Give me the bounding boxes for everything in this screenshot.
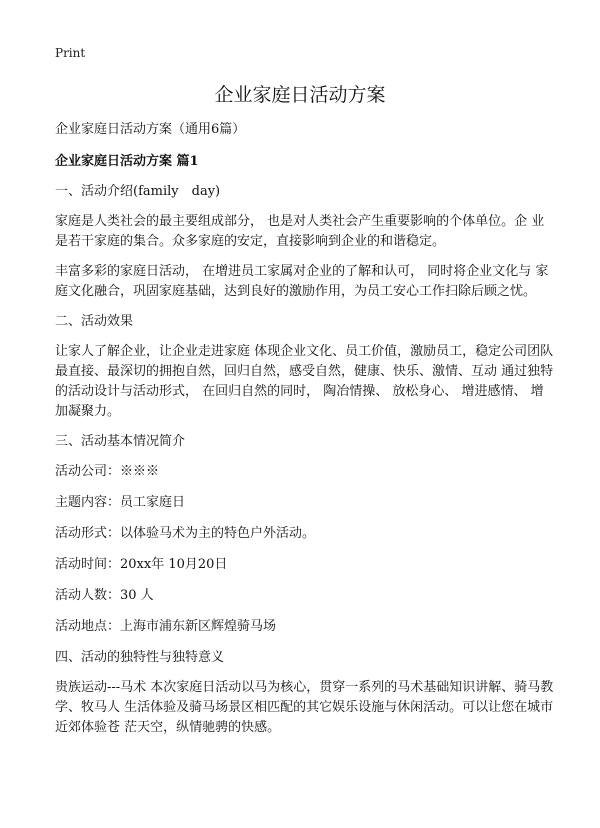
info-time: 活动时间：20xx年 10月20日 (55, 557, 228, 572)
paragraph-activity: 丰富多彩的家庭日活动， 在增进员工家属对企业的了解和认可， 同时将企业文化与 家庭文化融合，巩固家庭基础，达到良好的激励作用，为员工安心工作扫除后顾之忧。 (55, 264, 549, 299)
section-title: 企业家庭日活动方案 篇1 (55, 154, 199, 169)
heading-intro: 一、活动介绍(family day) (55, 184, 221, 199)
info-place: 活动地点：上海市浦东新区辉煌骑马场 (55, 619, 277, 634)
info-theme: 主题内容：员工家庭日 (55, 495, 186, 510)
print-link[interactable]: Print (55, 46, 86, 60)
paragraph-effect: 让家人了解企业，让企业走进家庭 体现企业文化、员工价值，激励员工，稳定公司团队 最直接、最深切的拥抱自然，回归自然，感受自然，健康、快乐、激情、互动 通过独特的活动设计与活动形式， 在回归自然的同时， 陶冶情操、 放松身心、 增进感情、 增加凝聚力。 (55, 344, 554, 419)
document-body (55, 120, 555, 748)
heading-basic-info: 三、活动基本情况简介 (55, 434, 186, 449)
heading-uniqueness: 四、活动的独特性与独特意义 (55, 650, 225, 665)
document-subtitle: 企业家庭日活动方案（通用6篇） (55, 122, 246, 137)
info-form: 活动形式：以体验马术为主的特色户外活动。 (55, 526, 316, 541)
paragraph-equestrian: 贵族运动---马术 本次家庭日活动以马为核心，贯穿一系列的马术基础知识讲解、骑马教学、牧马人 生活体验及骑马场景区相匹配的其它娱乐设施与休闲活动。可以让您在城市近郊体验苍 茫天空，纵情驰骋的快感。 (55, 680, 554, 735)
info-company: 活动公司：※※※ (55, 464, 160, 479)
heading-effect: 二、活动效果 (55, 314, 134, 329)
page-title: 企业家庭日活动方案 (214, 84, 386, 106)
info-people: 活动人数：30 人 (55, 588, 154, 603)
paragraph-family: 家庭是人类社会的最主要组成部分， 也是对人类社会产生重要影响的个体单位。企 业是若干家庭的集合。众多家庭的安定，直接影响到企业的和谐稳定。 (55, 214, 545, 249)
